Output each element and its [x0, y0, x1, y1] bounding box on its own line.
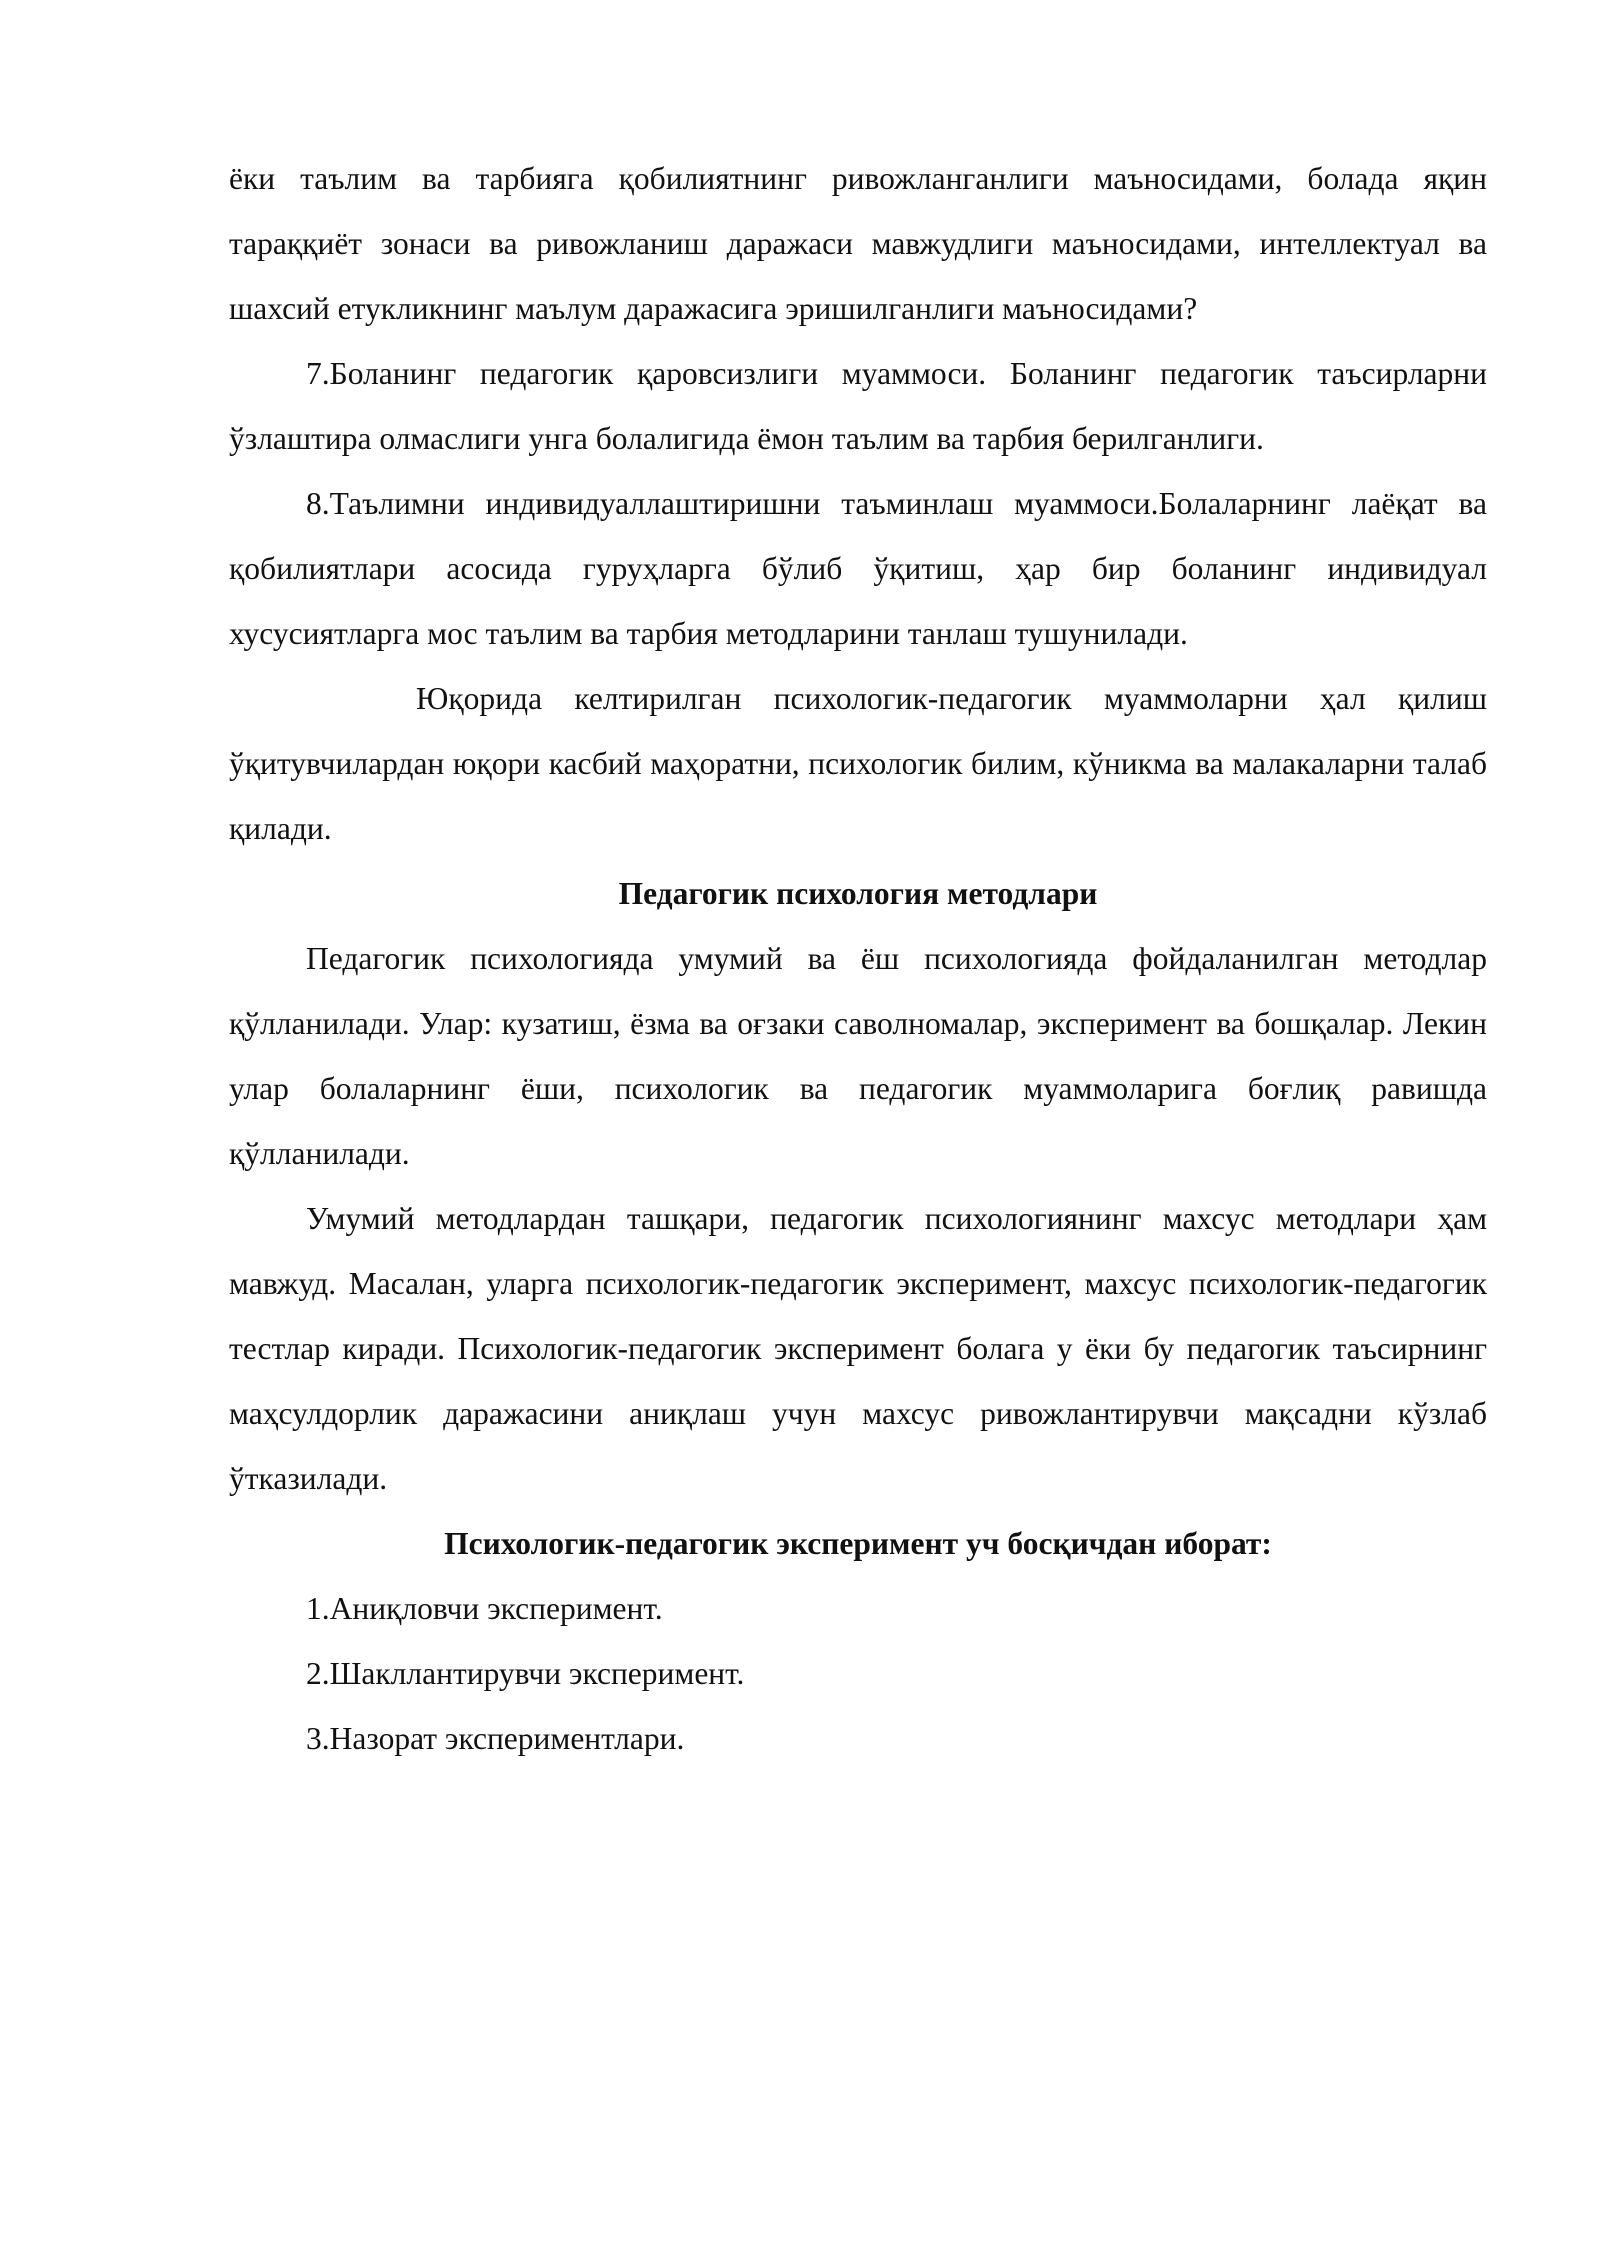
paragraph-item-7: 7.Боланинг педагогик қаровсизлиги муаммоси. Боланинг педагогик таъсирларни ўзлаштира олмаслиги унга болалигида ёмон таълим ва тарбия берилганлиги.: [229, 356, 1487, 456]
document-body: [229, 146, 1487, 1771]
paragraph-methods: Педагогик психологияда умумий ва ёш психологияда фойдаланилган методлар қўлланилади. Улар: кузатиш, ёзма ва оғзаки саволномалар, эксперимент ва бошқалар. Лекин улар болаларнинг ёши, психологик ва педагогик муаммоларига боғлиқ равишда қўлланилади.: [229, 941, 1487, 1171]
section-heading-experiment: Психологик-педагогик эксперимент уч босқичдан иборат:: [444, 1526, 1272, 1561]
list-item-2: 2.Шакллантирувчи эксперимент.: [306, 1656, 745, 1691]
section-heading-methods: Педагогик психология методлари: [618, 876, 1098, 911]
list-item-3: 3.Назорат экспериментлари.: [306, 1721, 685, 1756]
paragraph-special-methods: Умумий методлардан ташқари, педагогик психологиянинг махсус методлари ҳам мавжуд. Масалан, уларга психологик-педагогик эксперимент, махсус психологик-педагогик тестлар киради. Психологик-педагогик эксперимент болага у ёки бу педагогик таъсирнинг маҳсулдорлик даражасини аниқлаш учун махсус ривожлантирувчи мақсадни кўзлаб ўтказилади.: [229, 1201, 1487, 1496]
list-item-1: 1.Аниқловчи эксперимент.: [306, 1591, 663, 1626]
paragraph-item-8: 8.Таълимни индивидуаллаштиришни таъминлаш муаммоси.Болаларнинг лаёқат ва қобилиятлари асосида гуруҳларга бўлиб ўқитиш, ҳар бир боланинг индивидуал хусусиятларга мос таълим ва тарбия методларини танлаш тушунилади.: [229, 486, 1487, 651]
paragraph-summary: Юқорида келтирилган психологик-педагогик муаммоларни ҳал қилиш ўқитувчилардан юқори касбий маҳоратни, психологик билим, кўникма ва малакаларни талаб қилади.: [229, 681, 1487, 846]
paragraph-intro: ёки таълим ва тарбияга қобилиятнинг ривожланганлиги маъносидами, болада яқин тараққиёт зонаси ва ривожланиш даражаси мавжудлиги маъносидами, интеллектуал ва шахсий етукликнинг маълум даражасига эришилганлиги маъносидами?: [229, 161, 1487, 326]
